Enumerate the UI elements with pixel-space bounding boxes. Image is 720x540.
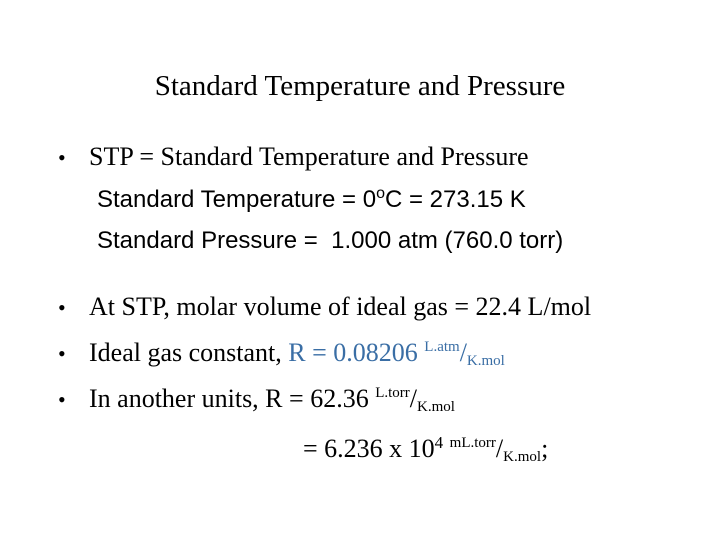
other-units-second-line <box>303 433 548 465</box>
gas-constant-number: R = 0.08206 <box>288 338 418 367</box>
bullet-other-units <box>58 383 455 416</box>
other-units-unit-numerator: L.torr <box>375 385 410 401</box>
bullet-dot: • <box>58 145 66 170</box>
degree-symbol: o <box>376 185 385 202</box>
bullet-dot: • <box>58 295 66 320</box>
std-temp-prefix: Standard Temperature = 0 <box>97 186 377 213</box>
other-units-slash: / <box>409 384 418 413</box>
bullet-dot: • <box>58 387 66 412</box>
bullet-gas-constant <box>58 337 505 370</box>
standard-temperature-line <box>97 184 526 216</box>
gas-constant-value <box>288 338 505 367</box>
other-units-2-slash: / <box>495 434 504 463</box>
gas-constant-unit-denominator: K.mol <box>466 353 505 369</box>
other-units-unit-denominator: K.mol <box>417 399 455 415</box>
stp-definition-text: STP = Standard Temperature and Pressure <box>89 142 529 171</box>
bullet-stp-definition <box>58 141 529 174</box>
bullet-dot: • <box>58 341 66 366</box>
other-units-2-end: ; <box>541 434 549 463</box>
slide-title: Standard Temperature and Pressure <box>154 70 566 102</box>
other-units-2-prefix: = 6.236 x 10 <box>303 434 435 463</box>
standard-pressure-line <box>97 225 563 257</box>
gas-constant-unit-numerator: L.atm <box>424 339 460 355</box>
bullet-molar-volume <box>58 291 591 324</box>
gas-constant-prefix: Ideal gas constant, <box>89 338 289 367</box>
other-units-2-unit-numerator: mL.torr <box>449 435 496 451</box>
other-units-prefix: In another units, R = 62.36 <box>89 384 369 413</box>
other-units-2-unit-denominator: K.mol <box>503 449 542 465</box>
std-temp-suffix: C = 273.15 K <box>384 186 526 213</box>
other-units-2-exponent: 4 <box>434 433 444 452</box>
gas-constant-slash: / <box>459 338 467 367</box>
molar-volume-text: At STP, molar volume of ideal gas = 22.4 L/mol <box>89 292 592 321</box>
std-pressure-text: Standard Pressure = 1.000 atm (760.0 torr) <box>97 227 564 254</box>
